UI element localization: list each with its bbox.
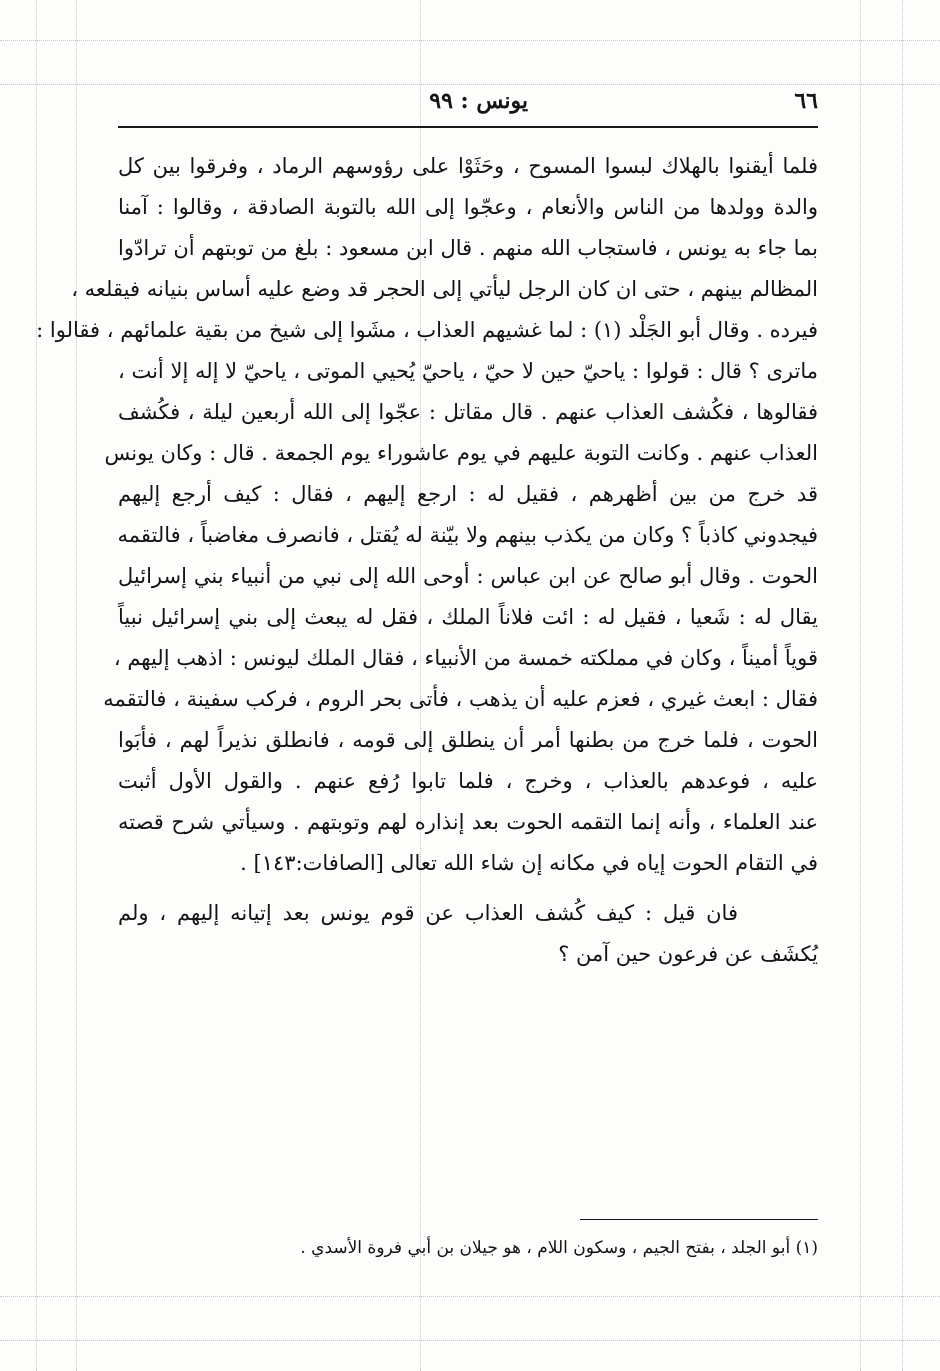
text-line: الحوت . وقال أبو صالح عن ابن عباس : أوحى الله إلى نبي من أنبياء بني إسرائيل <box>118 564 818 588</box>
text-line: قد خرج من بين أظهرهم ، فقيل له : ارجع إليهم ، فقال : كيف أرجع إليهم <box>118 482 818 506</box>
text-line: فلما أيقنوا بالهلاك لبسوا المسوح ، وحَثَوْا على رؤوسهم الرماد ، وفرقوا بين كل <box>118 154 818 178</box>
chapter-reference: يونس : ٩٩ <box>429 88 528 114</box>
text-line: يقال له : شَعيا ، فقيل له : ائت فلاناً الملك ، فقل له يبعث إلى بني إسرائيل نبياً <box>118 605 818 629</box>
text-line: قوياً أميناً ، وكان في مملكته خمسة من الأنبياء ، فقال الملك ليونس : اذهب إليهم ، <box>113 646 818 670</box>
main-text <box>36 146 818 975</box>
text-line: عند العلماء ، وأنه إنما التقمه الحوت بعد إنذاره لهم وتوبتهم . وسيأتي شرح قصته <box>118 810 818 834</box>
text-line: ماترى ؟ قال : قولوا : ياحيّ حين لا حيّ ، ياحيّ يُحيي الموتى ، ياحيّ لا إله إلا أنت ، <box>118 359 818 383</box>
text-line: فان قيل : كيف كُشف العذاب عن قوم يونس بعد إتيانه إليهم ، ولم <box>118 901 738 925</box>
footnote-rule <box>580 1219 818 1220</box>
text-line: بما جاء به يونس ، فاستجاب الله منهم . قال ابن مسعود : بلغ من توبتهم أن ترادّوا <box>118 236 818 260</box>
page-header <box>118 78 818 118</box>
text-line: والدة وولدها من الناس والأنعام ، وعجّوا إلى الله بالتوبة الصادقة ، وقالوا : آمنا <box>118 195 818 219</box>
text-line: عليه ، فوعدهم بالعذاب ، وخرج ، فلما تابوا رُفع عنهم . والقول الأول أثبت <box>118 769 818 793</box>
text-line: المظالم بينهم ، حتى ان كان الرجل ليأتي إلى الحجر قد وضع عليه أساس بنيانه فيقلعه ، <box>71 277 818 301</box>
text-line: في التقام الحوت إياه في مكانه إن شاء الله تعالى [الصافات:١٤٣] . <box>240 851 818 875</box>
page-number: ٦٦ <box>794 88 818 114</box>
text-line: فيجدوني كاذباً ؟ وكان من يكذب بينهم ولا بيّنة له يُقتل ، فانصرف مغاضباً ، فالتقمه <box>117 523 818 547</box>
footnote: (١) أبو الجلد ، بفتح الجيم ، وسكون اللام ، هو جيلان بن أبي فروة الأسدي . <box>300 1238 818 1258</box>
question-paragraph <box>118 893 818 975</box>
text-line: فقالوها ، فكُشف العذاب عنهم . قال مقاتل : عجّوا إلى الله أربعين ليلة ، فكُشف <box>118 400 818 424</box>
text-line: العذاب عنهم . وكانت التوبة عليهم في يوم عاشوراء يوم الجمعة . قال : وكان يونس <box>104 441 818 465</box>
text-line: الحوت ، فلما خرج من بطنها أمر أن ينطلق إلى قومه ، فانطلق نذيراً لهم ، فأبَوا <box>118 728 818 752</box>
text-line: يُكشَف عن فرعون حين آمن ؟ <box>558 942 818 966</box>
header-rule <box>118 126 818 128</box>
text-line: فقال : ابعث غيري ، فعزم عليه أن يذهب ، فأتى بحر الروم ، فركب سفينة ، فالتقمه <box>103 687 818 711</box>
text-line: فيرده . وقال أبو الجَلْد (١) : لما غشيهم العذاب ، مشَوا إلى شيخ من بقية علمائهم ، فقالوا : <box>36 318 818 342</box>
